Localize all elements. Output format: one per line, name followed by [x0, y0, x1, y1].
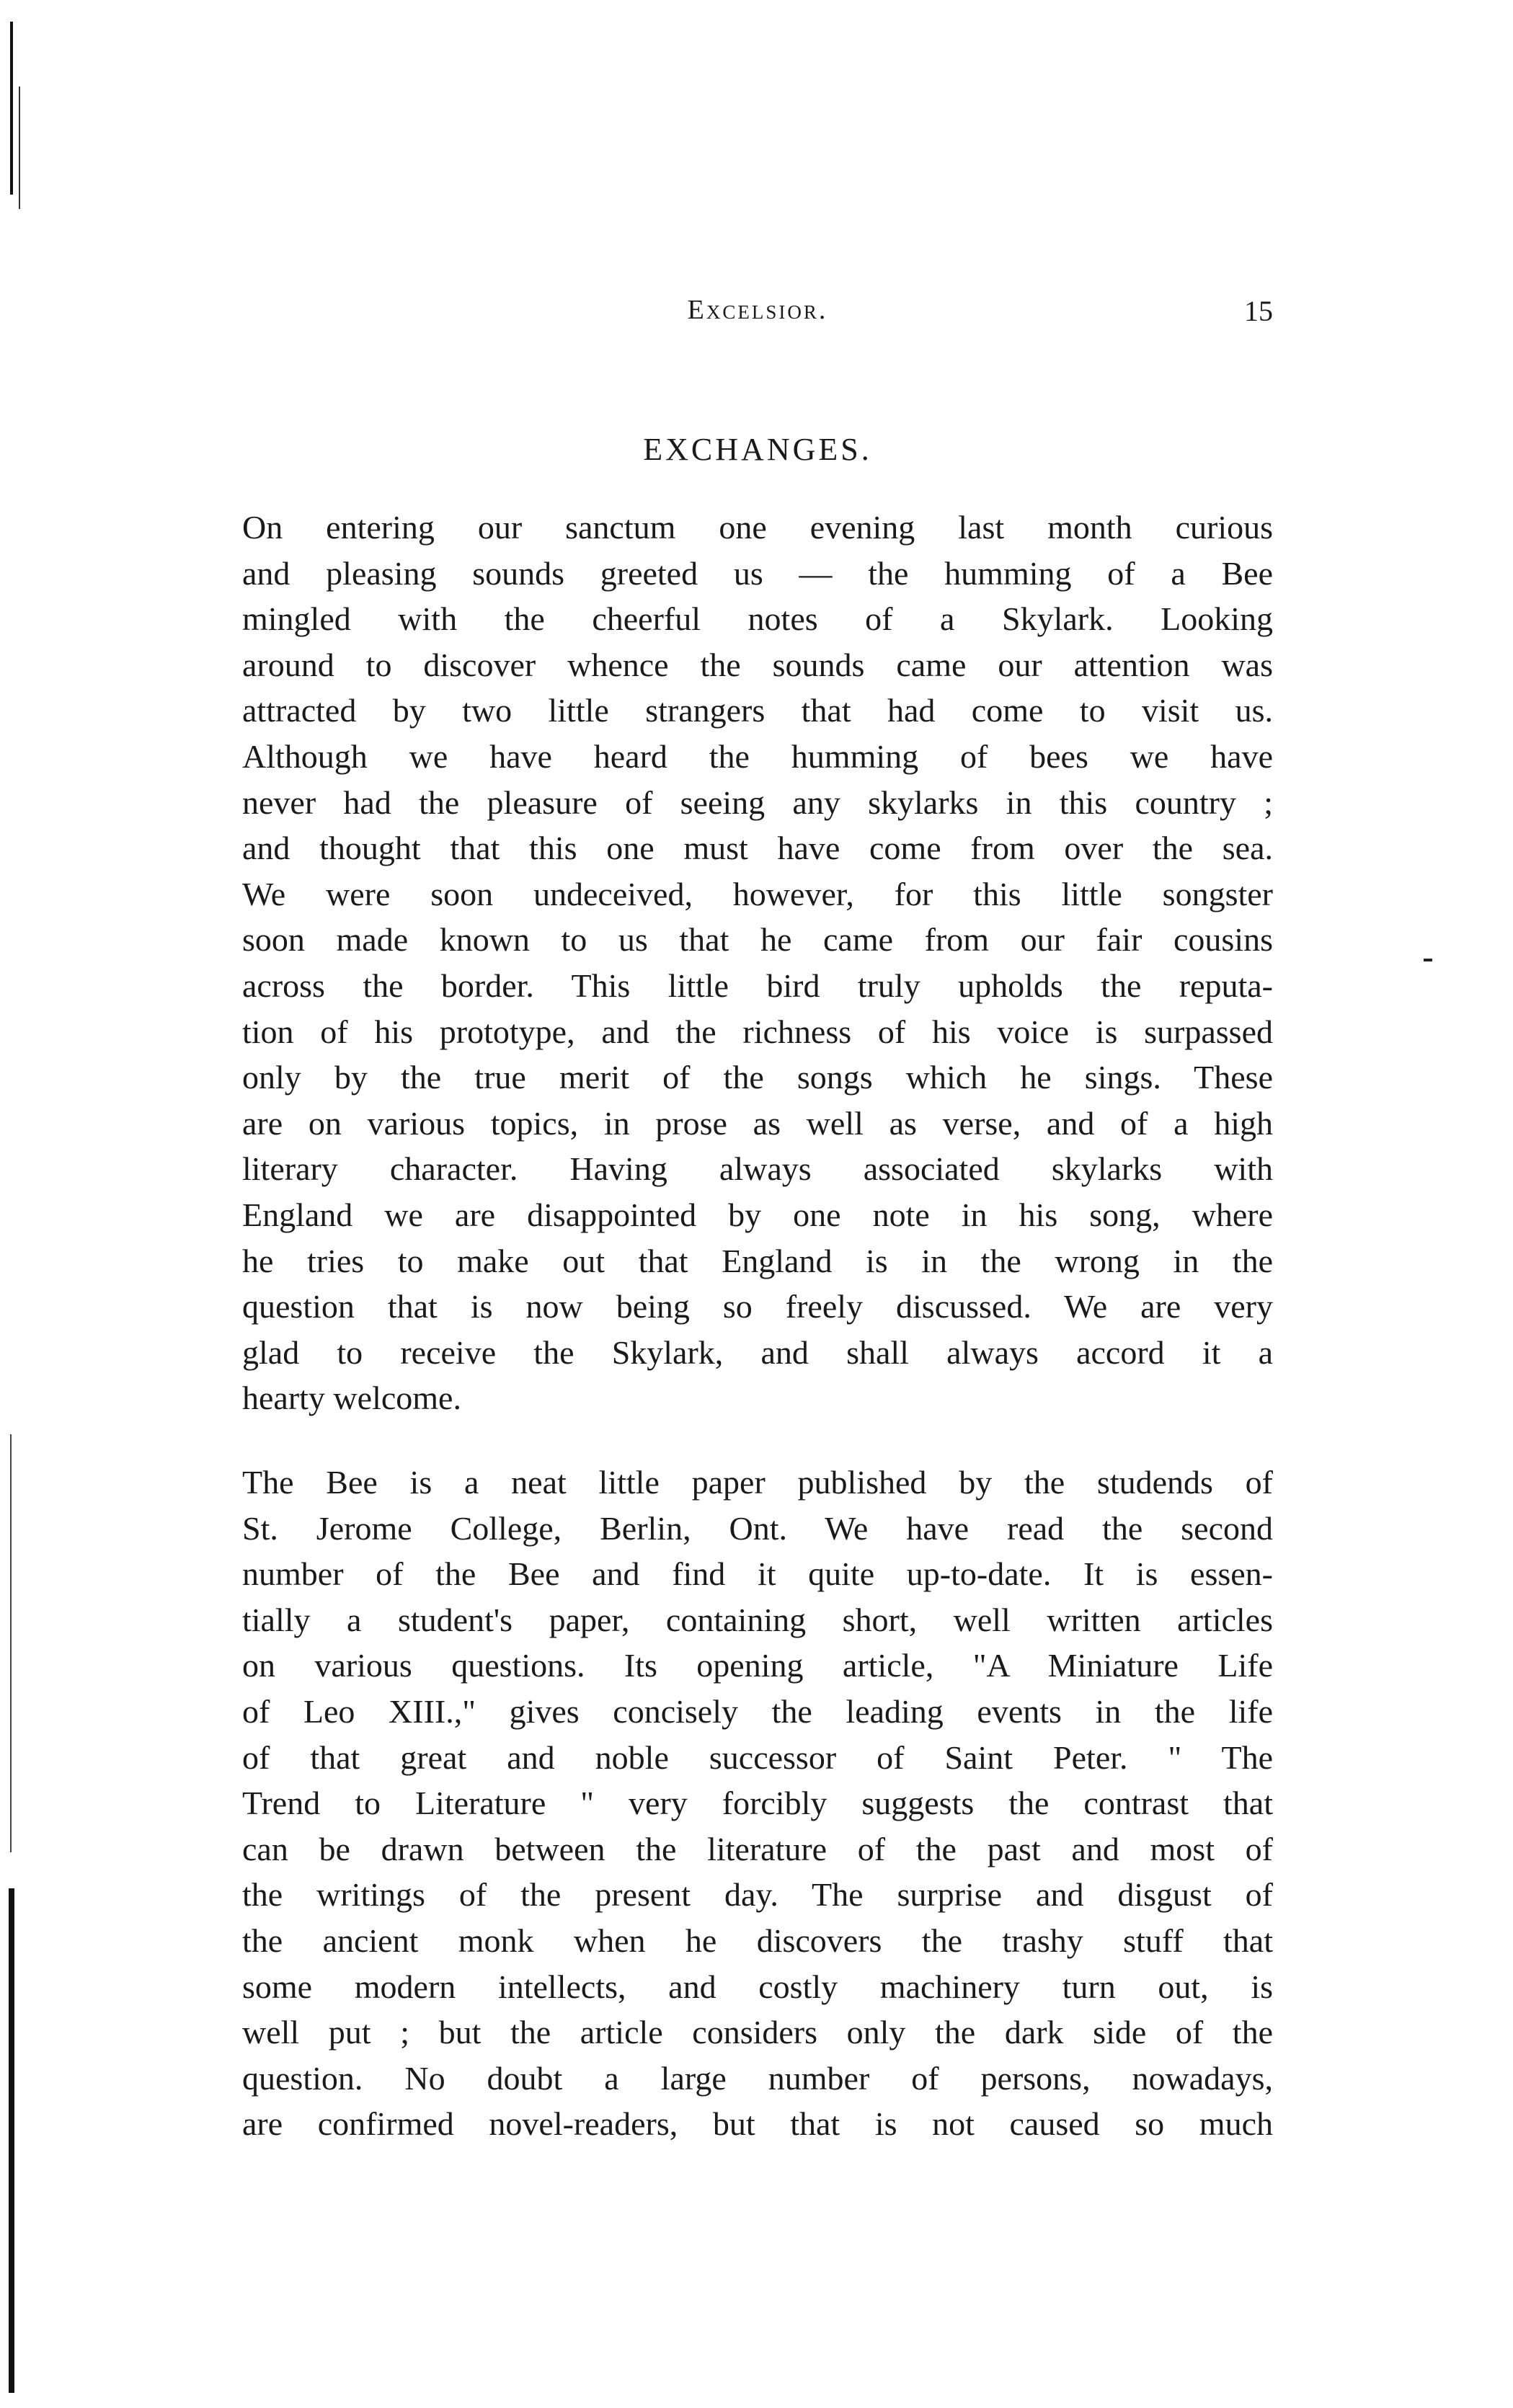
text-line: around to discover whence the sounds came our attention was [242, 646, 1273, 683]
text-line: St. Jerome College, Berlin, Ont. We have read the second [242, 1509, 1273, 1547]
text-line: are on various topics, in prose as well as verse, and of a high [242, 1104, 1273, 1142]
paragraph-bee [242, 1460, 1273, 2147]
text-line: We were soon undeceived, however, for this little songster [242, 875, 1273, 912]
scan-edge-mark [1424, 959, 1432, 961]
text-line: soon made known to us that he came from our fair cousins [242, 921, 1273, 959]
text-line: tion of his prototype, and the richness of his voice is surpassed [242, 1013, 1273, 1050]
text-line: the writings of the present day. The surprise and disgust of [242, 1876, 1273, 1914]
text-line: glad to receive the Skylark, and shall always accord it a [242, 1333, 1273, 1371]
paragraph-skylark [242, 505, 1273, 1421]
text-line: of Leo XIII.," gives concisely the leading events in the life [242, 1692, 1273, 1730]
scan-edge-mark [10, 22, 13, 195]
scan-edge-mark [9, 1888, 14, 2393]
scan-edge-mark [10, 1434, 12, 1852]
text-line: and thought that this one must have come from over the sea. [242, 830, 1273, 867]
text-line: only by the true merit of the songs which he sings. These [242, 1059, 1273, 1096]
text-line: some modern intellects, and costly machinery turn out, is [242, 1968, 1273, 2005]
text-line: he tries to make out that England is in the wrong in the [242, 1242, 1273, 1279]
text-line: tially a student's paper, containing short, well written articles [242, 1601, 1273, 1638]
scan-edge-mark [19, 86, 20, 209]
text-line: across the border. This little bird truly upholds the reputa- [242, 967, 1273, 1004]
text-line: on various questions. Its opening article, "A Miniature Life [242, 1647, 1273, 1684]
text-line: the ancient monk when he discovers the trashy stuff that [242, 1921, 1273, 1959]
text-line: of that great and noble successor of Saint Peter. " The [242, 1738, 1273, 1776]
text-line: question that is now being so freely discussed. We are very [242, 1288, 1273, 1325]
text-line: mingled with the cheerful notes of a Skylark. Looking [242, 600, 1273, 638]
text-line: can be drawn between the literature of the past and most of [242, 1830, 1273, 1867]
text-line: England we are disappointed by one note in his song, where [242, 1196, 1273, 1233]
running-head [242, 294, 1273, 337]
text-line: question. No doubt a large number of persons, nowadays, [242, 2059, 1273, 2097]
text-line: The Bee is a neat little paper published by the studends of [242, 1464, 1273, 1501]
text-line: On entering our sanctum one evening last month curious [242, 509, 1273, 546]
running-title: Excelsior. [687, 295, 828, 325]
text-line: literary character. Having always associated skylarks with [242, 1150, 1273, 1188]
text-line: number of the Bee and find it quite up-to-date. It is essen- [242, 1555, 1273, 1593]
text-line: hearty welcome. [242, 1380, 461, 1417]
text-line: well put ; but the article considers only the dark side of the [242, 2014, 1273, 2051]
text-line: Trend to Literature " very forcibly suggests the contrast that [242, 1785, 1273, 1822]
page-number: 15 [1244, 295, 1273, 327]
text-line: Although we have heard the humming of bees we have [242, 737, 1273, 775]
section-heading: EXCHANGES. [643, 432, 872, 467]
text-line: attracted by two little strangers that had come to visit us. [242, 692, 1273, 729]
text-line: never had the pleasure of seeing any skylarks in this country ; [242, 783, 1273, 821]
text-line: are confirmed novel-readers, but that is not caused so much [242, 2105, 1273, 2143]
text-line: and pleasing sounds greeted us — the humming of a Bee [242, 554, 1273, 592]
